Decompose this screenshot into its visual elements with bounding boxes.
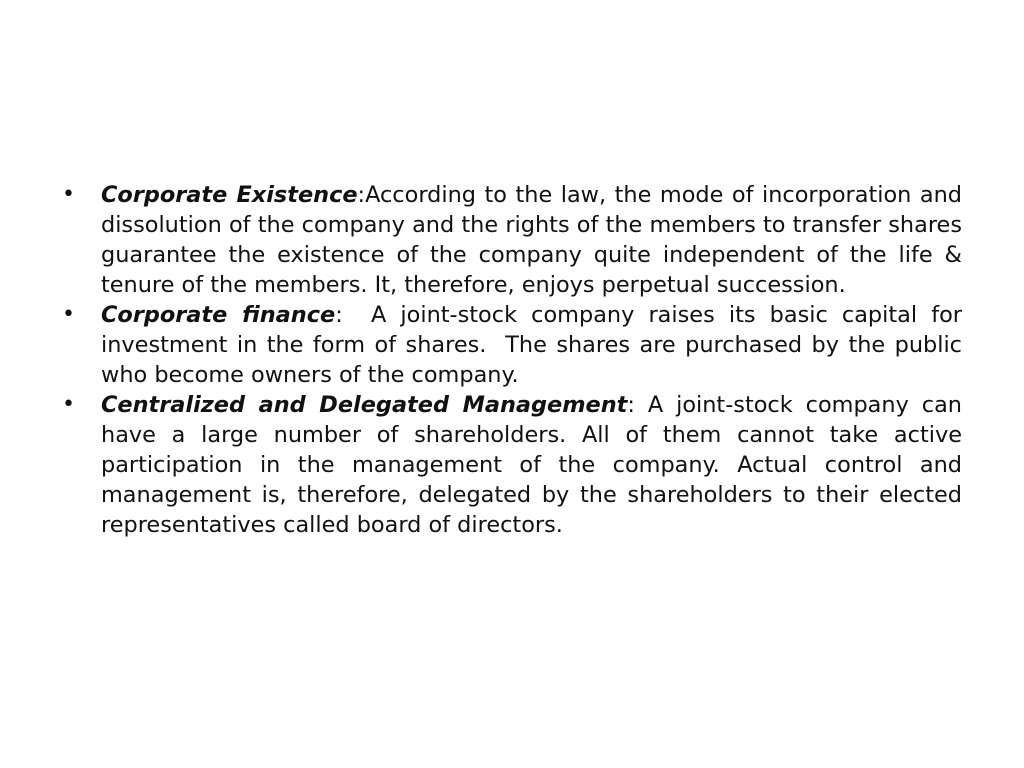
bullet-term: Corporate Existence — [101, 182, 358, 208]
bullet-text: According to the law, the mode of incorporation and dissolution of the company and the rights of the members to transfer shares guarantee the existence of the company quite independent of the life & tenure of the members. It, therefore, enjoys perpetual succession. — [101, 182, 962, 298]
bullet-separator: : — [627, 392, 635, 418]
bullet-text: A joint-stock company can have a large number of shareholders. All of them cannot take active participation in the management of the company. Actual control and management is, therefore, delegated by the shareholders to their elected representatives called board of directors. — [101, 392, 962, 538]
bullet-item-corporate-existence — [62, 180, 962, 300]
bullet-separator: : — [357, 182, 366, 208]
bullet-text: A joint-stock company raises its basic capital for investment in the form of shares. The shares are purchased by the public who become owners of the company. — [101, 302, 970, 388]
bullet-icon: • — [62, 182, 75, 207]
bullet-icon: • — [62, 302, 75, 327]
bullet-item-corporate-finance — [62, 300, 970, 390]
bullet-separator: : — [335, 302, 343, 328]
bullet-term: Corporate finance — [101, 302, 336, 328]
bullet-item-centralized-management — [62, 390, 962, 540]
bullet-icon: • — [62, 392, 75, 417]
bullet-list — [62, 180, 970, 540]
bullet-term: Centralized and Delegated Management — [101, 392, 628, 418]
